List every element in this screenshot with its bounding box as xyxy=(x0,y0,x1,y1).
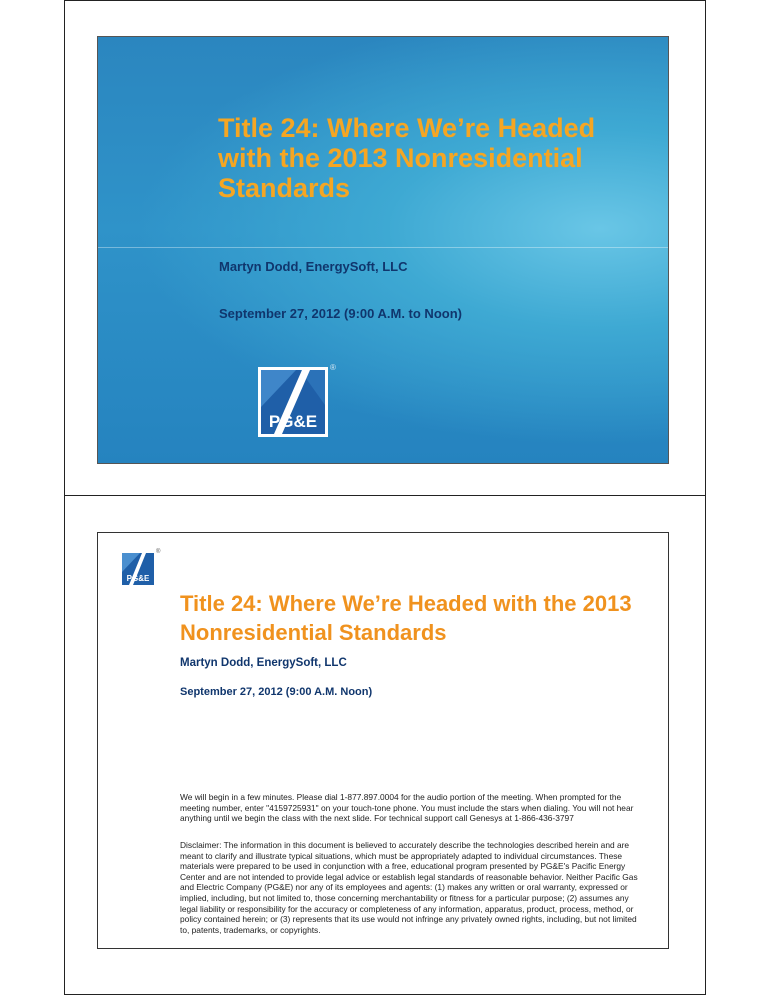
slide-divider xyxy=(98,247,668,248)
title-slide xyxy=(97,36,669,464)
svg-text:PG&E: PG&E xyxy=(126,574,150,583)
presentation-date: September 27, 2012 (9:00 A.M. Noon) xyxy=(180,686,373,698)
registered-mark-small: ® xyxy=(156,549,161,555)
pge-logo xyxy=(258,367,328,437)
slide-title: Title 24: Where We’re Headed with the 2013 Nonresidential Standards xyxy=(180,591,632,645)
presentation-date: September 27, 2012 (9:00 A.M. to Noon) xyxy=(219,306,462,321)
presenter-name: Martyn Dodd, EnergySoft, LLC xyxy=(180,657,347,669)
disclaimer-text: Disclaimer: The information in this document is believed to accurately describe the technologies described herein and are meant to clarify and illustrate typical situations, which must be appropriately adapted to individual circumstances. These materials were prepared to be used in conjunction with a free, educational program presented by PG&E's Pacific Energy Center and are not intended to provide legal advice or establish legal standards of reasonable behavior. Neither Pacific Gas and Electric Company (PG&E) nor any of its employees and agents: (1) makes any written or oral warranty, expressed or implied, including, but not limited to, those concerning merchantability or fitness for a particular purpose; (2) assumes any legal liability or responsibility for the accuracy or completeness of any information, apparatus, product, process, method, or policy contained herein; or (3) represents that its use would not infringe any privately owned rights, including, but not limited to, patents, trademarks, or copyrights. xyxy=(180,840,638,935)
slide-title: Title 24: Where We’re Headed with the 2013 Nonresidential Standards xyxy=(218,113,596,203)
pge-logo-small xyxy=(122,553,154,585)
registered-mark: ® xyxy=(330,363,336,372)
intro-slide xyxy=(97,532,669,949)
presenter-name: Martyn Dodd, EnergySoft, LLC xyxy=(219,259,408,274)
dial-in-instructions: We will begin in a few minutes. Please dial 1-877.897.0004 for the audio portion of the meeting. When prompted for the meeting number, enter "4159725931" on your touch-tone phone. You must include the stars when dialing. You will not hear anything until we begin the class with the next slide. For technical support call Genesys at 1-866-436-3797 xyxy=(180,792,634,824)
svg-text:PG&E: PG&E xyxy=(268,412,318,431)
